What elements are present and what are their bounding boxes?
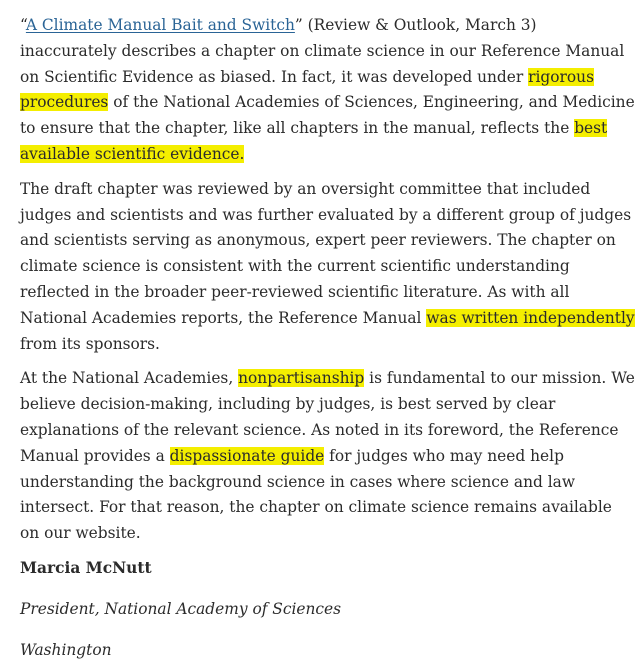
paragraph-2: [20, 177, 635, 358]
paragraph-2-text-1: The draft chapter was reviewed by an oversight committee that included judges and scientists and was further evaluated by a different group of judges and scientists serving as anonymous, expert peer reviewers. The chapter on climate science is consistent with the current scientific understanding reflected in the broader peer-reviewed scientific literature. As with all National Academies reports, the Reference Manual: [20, 179, 632, 327]
article-link[interactable]: A Climate Manual Bait and Switch: [25, 16, 295, 34]
paragraph-3-text-3: for judges who may need help understanding the background science in cases where science and law intersect. For that reason, the chapter on climate science remains available on our website.: [20, 446, 612, 543]
paragraph-3-text-2: is fundamental to our mission. We believe decision-making, including by judges, is best served by clear explanations of the relevant science. As noted in its foreword, the Reference Manual provides a: [20, 369, 635, 465]
paragraph-1-text-2: of the National Academies of Sciences, Engineering, and Medicine to ensure that the chapter, like all chapters in the manual, reflects the: [20, 93, 635, 138]
paragraph-2-text-2: from its sponsors.: [20, 334, 160, 353]
open-quote: “: [20, 16, 26, 34]
letter-to-editor: [20, 13, 635, 672]
signature-name: Marcia McNutt: [20, 558, 152, 577]
paragraph-3-text-1: At the National Academies,: [20, 369, 239, 388]
highlight-written-independently: was written independently: [426, 308, 635, 327]
highlight-rigorous-procedures: rigorous procedures: [20, 67, 594, 112]
paragraph-3: [20, 366, 635, 547]
highlight-best-evidence: best available scientific evidence.: [20, 119, 608, 163]
highlight-nonpartisanship: nonpartisanship: [238, 369, 365, 388]
highlight-dispassionate-guide: dispassionate guide: [169, 446, 325, 465]
paragraph-1: [20, 13, 635, 168]
signature-location: Washington: [20, 640, 112, 659]
signature-title: President, National Academy of Sciences: [20, 599, 342, 618]
paragraph-1-text-1: ” (Review & Outlook, March 3) inaccurately describes a chapter on climate science in our Reference Manual on Scientific Evidence as biased. In fact, it was developed under: [20, 16, 625, 86]
